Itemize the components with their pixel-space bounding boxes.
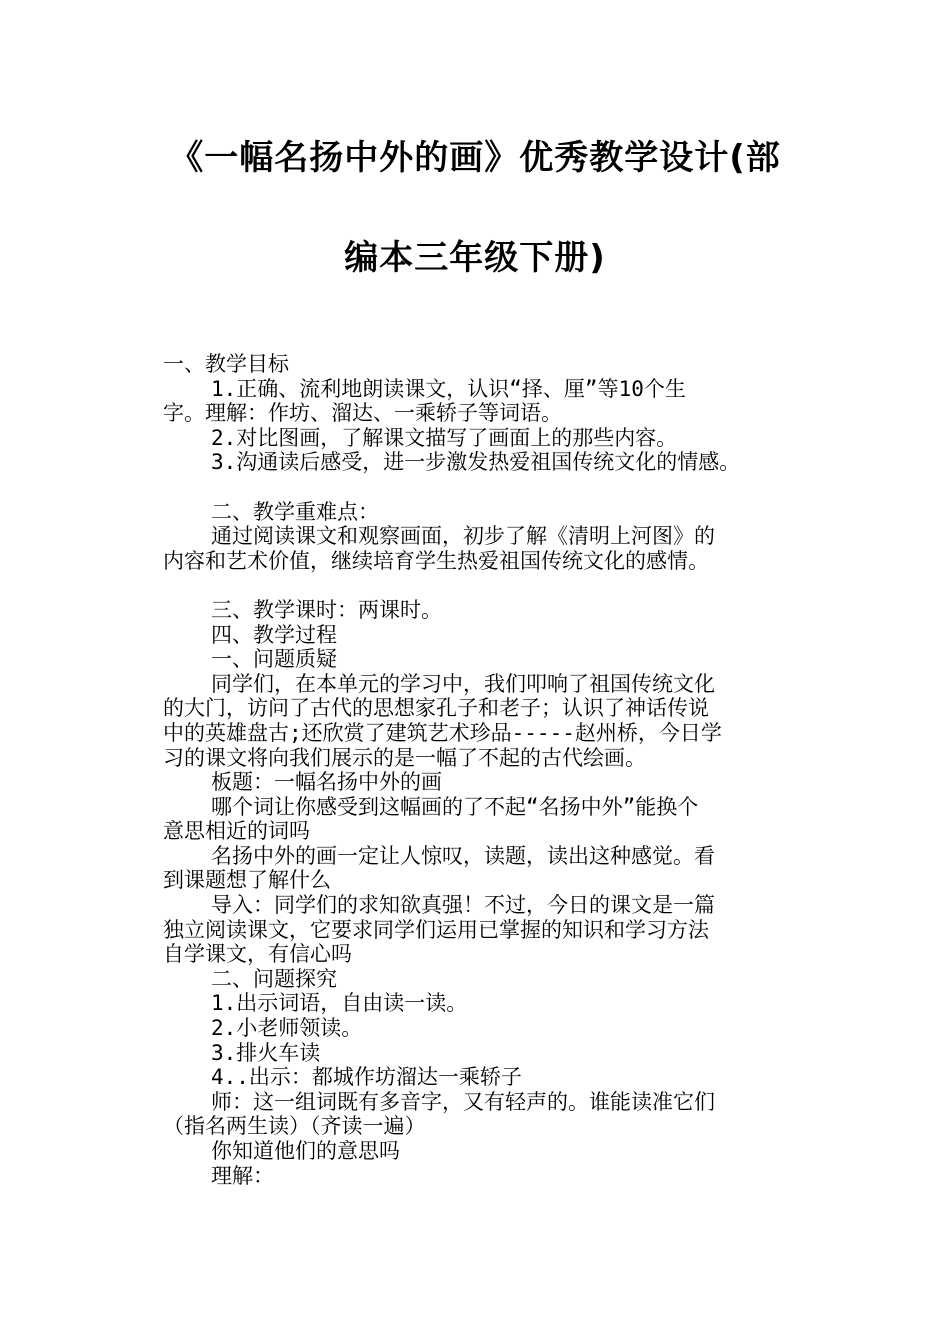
text-line: 导入：同学们的求知欲真强！不过，今日的课文是一篇 bbox=[211, 893, 715, 918]
text-line: 内容和艺术价值，继续培育学生热爱祖国传统文化的感情。 bbox=[163, 548, 709, 573]
blank-line bbox=[163, 475, 803, 500]
text-line: 三、教学课时：两课时。 bbox=[211, 597, 442, 622]
text-line: 2.对比图画，了解课文描写了画面上的那些内容。 bbox=[211, 425, 678, 450]
text-line: 师：这一组词既有多音字，又有轻声的。谁能读准它们 bbox=[211, 1089, 715, 1114]
text-line: 4..出示：都城作坊溜达一乘轿子 bbox=[211, 1065, 522, 1090]
text-line: 板题：一幅名扬中外的画 bbox=[211, 770, 442, 795]
text-line: 2.小老师领读。 bbox=[211, 1016, 363, 1041]
document-body bbox=[163, 352, 803, 1188]
text-line: 自学课文，有信心吗 bbox=[163, 942, 352, 967]
text-line: 四、教学过程 bbox=[211, 622, 337, 647]
text-line: 字。理解：作坊、溜达、一乘轿子等词语。 bbox=[163, 401, 562, 426]
text-line: 1.正确、流利地朗读课文，认识“择、厘”等10个生 bbox=[211, 376, 686, 401]
text-line: 同学们，在本单元的学习中，我们叩响了祖国传统文化 bbox=[211, 671, 715, 696]
text-line: 一、教学目标 bbox=[163, 352, 289, 376]
text-line: 习的课文将向我们展示的是一幅了不起的古代绘画。 bbox=[163, 745, 646, 770]
text-line: 哪个词让你感受到这幅画的了不起“名扬中外”能换个 bbox=[211, 794, 699, 819]
text-line: 理解： bbox=[211, 1163, 274, 1188]
text-line: 二、教学重难点： bbox=[211, 499, 379, 524]
text-line: 3.排火车读 bbox=[211, 1040, 321, 1065]
text-line: 通过阅读课文和观察画面，初步了解《清明上河图》的 bbox=[211, 524, 715, 549]
text-line: 独立阅读课文，它要求同学们运用已掌握的知识和学习方法 bbox=[163, 917, 709, 942]
blank-line bbox=[163, 573, 803, 598]
text-line: 3.沟通读后感受，进一步激发热爱祖国传统文化的情感。 bbox=[211, 450, 741, 475]
document-title-line-2: 编本三年级下册) bbox=[344, 238, 606, 278]
text-line: 中的英雄盘古;还欣赏了建筑艺术珍品-----赵州桥，今日学 bbox=[163, 720, 722, 745]
text-line: 二、问题探究 bbox=[211, 966, 337, 991]
text-line: 1.出示词语，自由读一读。 bbox=[211, 991, 468, 1016]
text-line: 到课题想了解什么 bbox=[163, 868, 331, 893]
text-line: （指名两生读）（齐读一遍） bbox=[163, 1114, 426, 1139]
text-line: 一、问题质疑 bbox=[211, 647, 337, 672]
text-line: 你知道他们的意思吗 bbox=[211, 1139, 400, 1163]
text-line: 意思相近的词吗 bbox=[163, 819, 310, 844]
document-title-line-1: 《一幅名扬中外的画》优秀教学设计(部 bbox=[169, 138, 781, 178]
text-line: 名扬中外的画一定让人惊叹，读题，读出这种感觉。看 bbox=[211, 843, 715, 868]
text-line: 的大门，访问了古代的思想家孔子和老子；认识了神话传说 bbox=[163, 696, 709, 721]
